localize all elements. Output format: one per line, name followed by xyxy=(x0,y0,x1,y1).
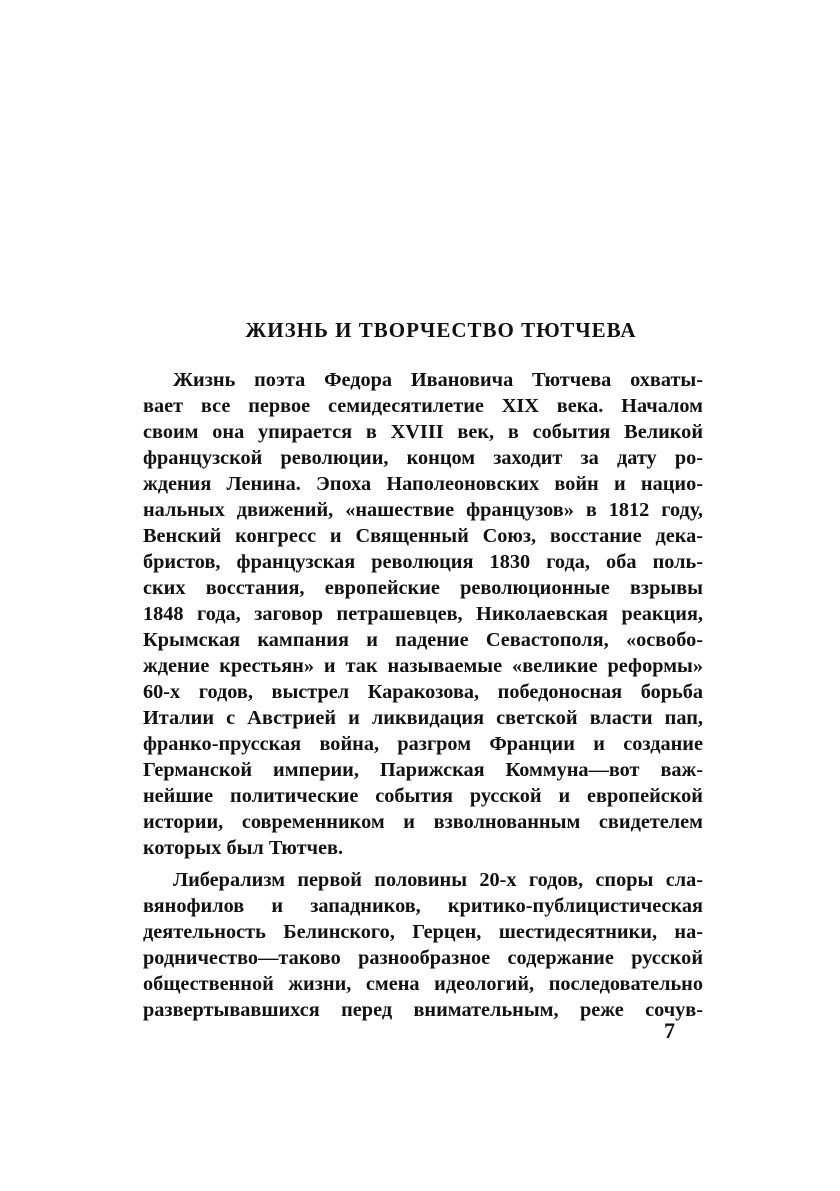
text-line: истории, современником и взволнованным свидетелем xyxy=(143,811,703,833)
text-line: ских восстания, европейские революционные взрывы xyxy=(143,577,703,599)
text-line: ждения Ленина. Эпоха Наполеоновских войн и нацио- xyxy=(143,473,703,495)
paragraph-2 xyxy=(143,867,703,1023)
text-line: Венский конгресс и Священный Союз, восстание дека- xyxy=(143,525,703,547)
text-line: родничество—таково разнообразное содержание русской xyxy=(143,947,703,969)
text-line: вает все первое семидесятилетие XIX века. Началом xyxy=(143,395,703,417)
text-line: Либерализм первой половины 20-х годов, споры сла- xyxy=(173,869,703,891)
text-line: развертывавшихся перед внимательным, реже сочув- xyxy=(143,999,703,1021)
text-line: ждение крестьян» и так называемые «великие реформы» xyxy=(143,655,703,677)
text-line: своим она упирается в XVIII век, в события Великой xyxy=(143,421,703,443)
text-line: Италии с Австрией и ликвидация светской власти пап, xyxy=(143,707,703,729)
paragraph-1 xyxy=(143,367,703,861)
page-number: 7 xyxy=(664,1018,675,1043)
text-line: нейшие политические события русской и европейской xyxy=(143,785,703,807)
text-line: деятельность Белинского, Герцен, шестидесятники, на- xyxy=(143,921,703,943)
text-line: Жизнь поэта Федора Ивановича Тютчева охваты- xyxy=(173,369,703,391)
text-line: вянофилов и западников, критико-публицистическая xyxy=(143,895,703,917)
text-line: 60-х годов, выстрел Каракозова, победоносная борьба xyxy=(143,681,703,703)
text-line: Германской империи, Парижская Коммуна—вот важ- xyxy=(143,759,703,781)
text-line: общественной жизни, смена идеологий, последовательно xyxy=(143,973,703,995)
text-line: бристов, французская революция 1830 года, оба поль- xyxy=(143,551,703,573)
text-line: франко-прусская война, разгром Франции и создание xyxy=(143,733,703,755)
text-line: французской революции, концом заходит за дату ро- xyxy=(143,447,703,469)
text-line: которых был Тютчев. xyxy=(143,837,344,859)
page-body xyxy=(143,318,703,1023)
text-line: нальных движений, «нашествие французов» в 1812 году, xyxy=(143,499,703,521)
page-title: ЖИЗНЬ И ТВОРЧЕСТВО ТЮТЧЕВА xyxy=(245,318,637,342)
text-line: 1848 года, заговор петрашевцев, Николаевская реакция, xyxy=(143,603,703,625)
text-line: Крымская кампания и падение Севастополя, «освобо- xyxy=(143,629,703,651)
